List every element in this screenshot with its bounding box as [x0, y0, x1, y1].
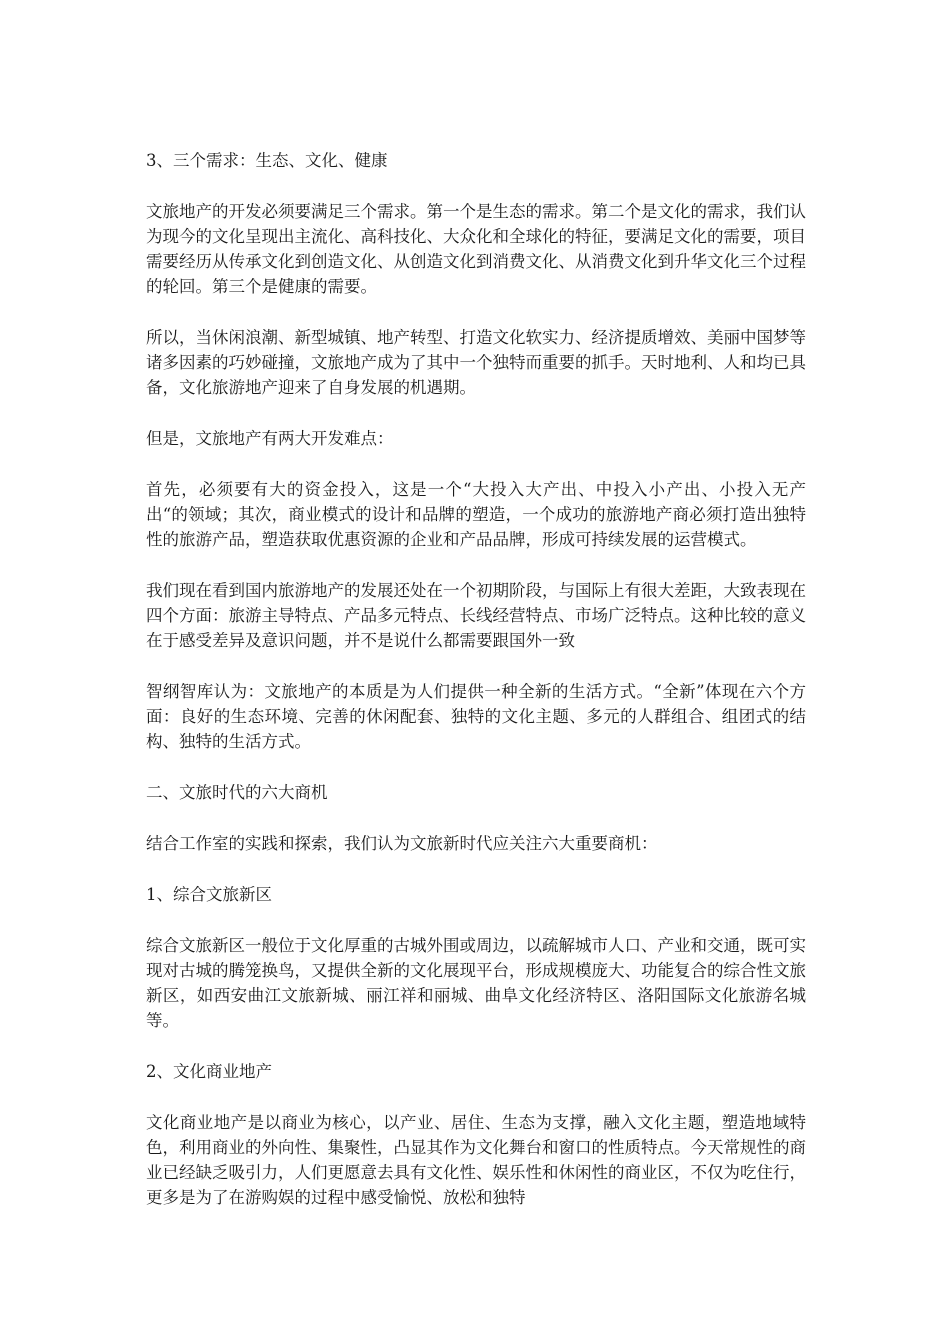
paragraph-therefore: 所以，当休闲浪潮、新型城镇、地产转型、打造文化软实力、经济提质增效、美丽中国梦等诸多因素的巧妙碰撞，文旅地产成为了其中一个独特而重要的抓手。天时地利、人和均已具备，文化旅游地产迎来了自身发展的机遇期。	[146, 328, 806, 397]
paragraph-difficulties-intro: 但是，文旅地产有两大开发难点：	[146, 429, 394, 448]
paragraph-first-difficulty: 首先，必须要有大的资金投入，这是一个“大投入大产出、中投入小产出、小投入无产出“的领域；其次，商业模式的设计和品牌的塑造，一个成功的旅游地产商必须打造出独特性的旅游产品，塑造获取优惠资源的企业和产品品牌，形成可持续发展的运营模式。	[146, 480, 806, 549]
section-heading-six-opportunities: 二、文旅时代的六大商机	[146, 783, 328, 802]
paragraph-current-stage: 我们现在看到国内旅游地产的发展还处在一个初期阶段，与国际上有很大差距，大致表现在四个方面：旅游主导特点、产品多元特点、长线经营特点、市场广泛特点。这种比较的意义在于感受差异及意识问题，并不是说什么都需要跟国外一致	[146, 581, 806, 650]
subheading-comprehensive-zone: 1、综合文旅新区	[146, 885, 272, 904]
section-heading-three-needs: 3、三个需求：生态、文化、健康	[146, 151, 388, 170]
paragraph-cultural-commercial: 文化商业地产是以商业为核心，以产业、居住、生态为支撑，融入文化主题，塑造地域特色，利用商业的外向性、集聚性，凸显其作为文化舞台和窗口的性质特点。今天常规性的商业已经缺乏吸引力，人们更愿意去具有文化性、娱乐性和休闲性的商业区，不仅为吃住行，更多是为了在游购娱的过程中感受愉悦、放松和独特	[146, 1113, 806, 1207]
subheading-cultural-commercial: 2、文化商业地产	[146, 1062, 272, 1081]
paragraph-three-needs: 文旅地产的开发必须要满足三个需求。第一个是生态的需求。第二个是文化的需求，我们认为现今的文化呈现出主流化、高科技化、大众化和全球化的特征，要满足文化的需要，项目需要经历从传承文化到创造文化、从创造文化到消费文化、从消费文化到升华文化三个过程的轮回。第三个是健康的需要。	[146, 202, 806, 296]
paragraph-opportunities-intro: 结合工作室的实践和探索，我们认为文旅新时代应关注六大重要商机：	[146, 834, 658, 853]
paragraph-comprehensive-zone: 综合文旅新区一般位于文化厚重的古城外围或周边，以疏解城市人口、产业和交通，既可实现对古城的腾笼换鸟，又提供全新的文化展现平台，形成规模庞大、功能复合的综合性文旅新区，如西安曲江文旅新城、丽江祥和丽城、曲阜文化经济特区、洛阳国际文化旅游名城等。	[146, 936, 806, 1030]
paragraph-think-tank-view: 智纲智库认为：文旅地产的本质是为人们提供一种全新的生活方式。“全新”体现在六个方面：良好的生态环境、完善的休闲配套、独特的文化主题、多元的人群组合、组团式的结构、独特的生活方式。	[146, 682, 806, 751]
document-page	[146, 148, 806, 1236]
